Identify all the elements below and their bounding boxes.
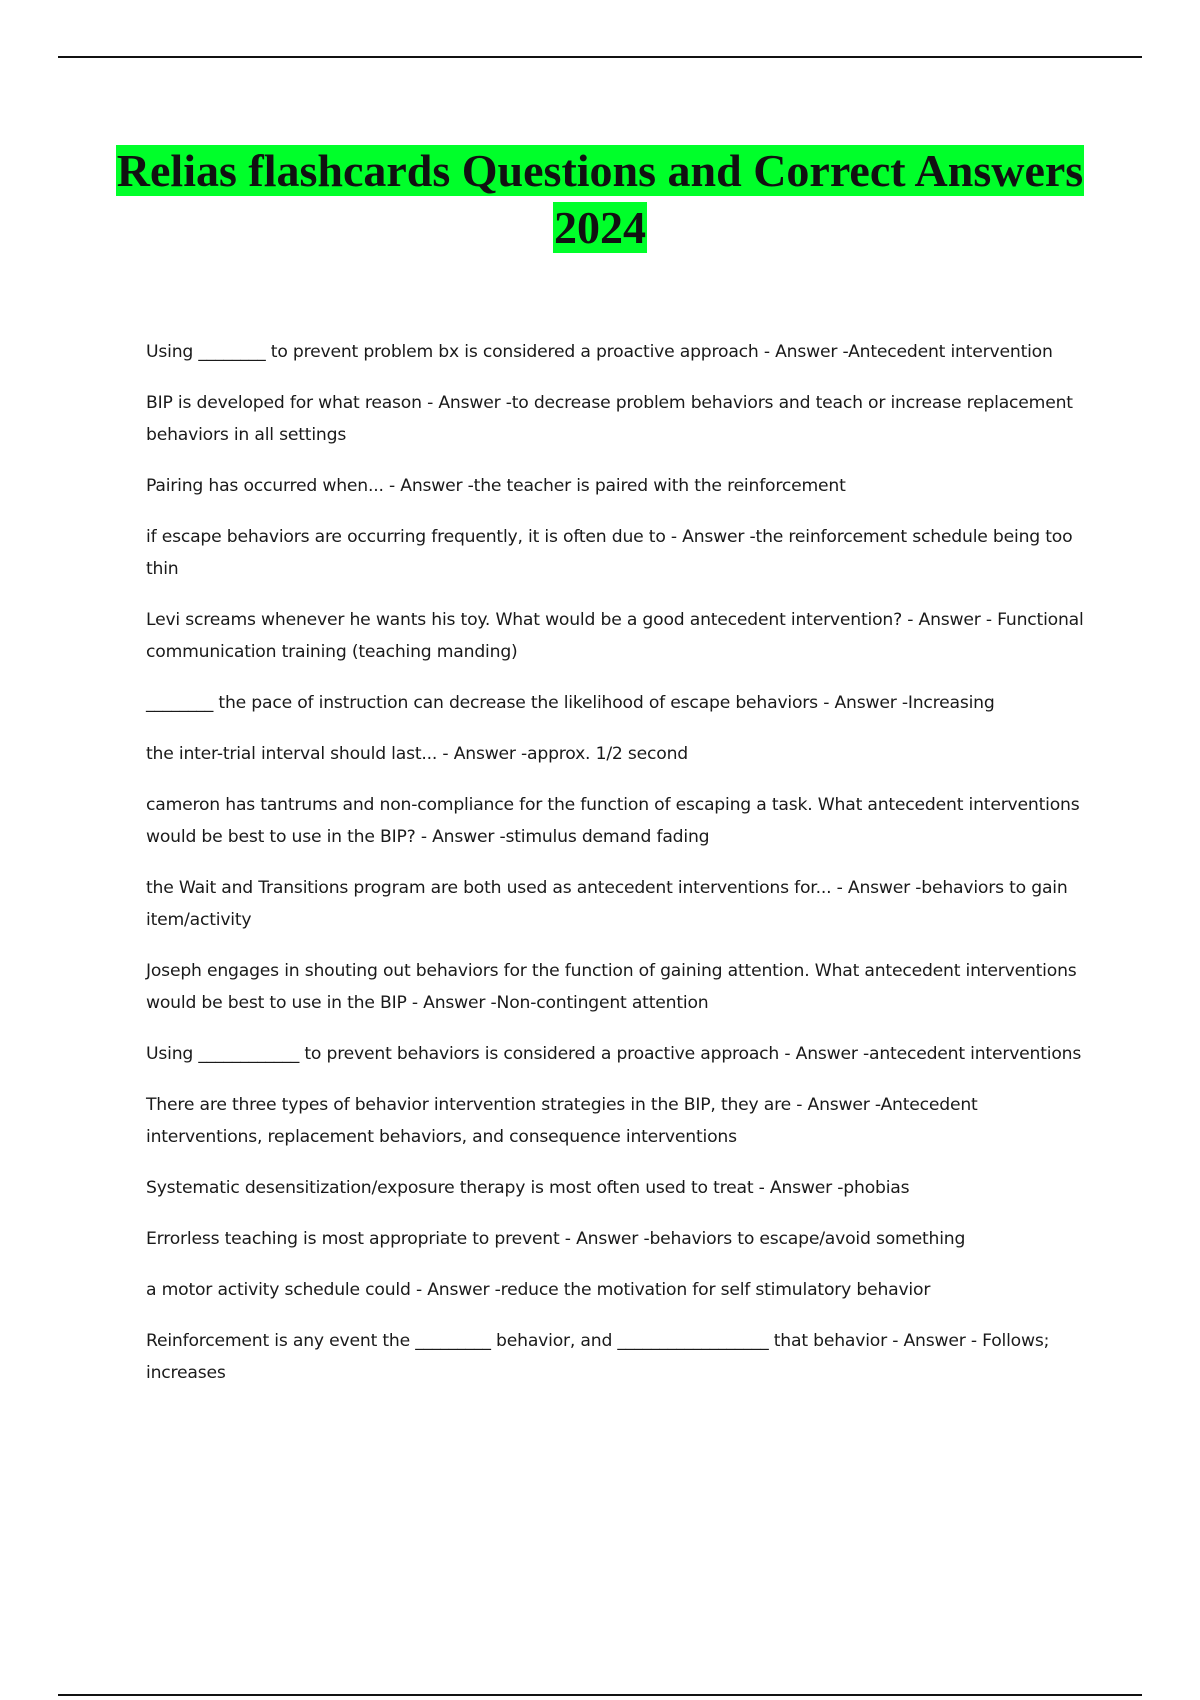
flashcard-item: BIP is developed for what reason - Answer -to decrease problem behaviors and teach or increase replacement behaviors in all settings [146, 393, 1073, 445]
flashcard-item: a motor activity schedule could - Answer -reduce the motivation for self stimulatory behavior [146, 1280, 931, 1300]
flashcard-item: cameron has tantrums and non-compliance for the function of escaping a task. What antecedent interventions would be best to use in the BIP? - Answer -stimulus demand fading [146, 795, 1080, 847]
flashcard-item: Reinforcement is any event the _________ behavior, and __________________ that behavior - Answer - Follows; increases [146, 1331, 1050, 1383]
flashcard-item: Errorless teaching is most appropriate to prevent - Answer -behaviors to escape/avoid something [146, 1229, 966, 1249]
flashcard-item: Using ________ to prevent problem bx is considered a proactive approach - Answer -Antecedent intervention [146, 342, 1053, 362]
flashcard-item: ________ the pace of instruction can decrease the likelihood of escape behaviors - Answer -Increasing [146, 693, 995, 713]
flashcard-item: There are three types of behavior intervention strategies in the BIP, they are - Answer -Antecedent interventions, replacement behaviors, and consequence interventions [146, 1095, 978, 1147]
flashcard-item: Using ____________ to prevent behaviors is considered a proactive approach - Answer -antecedent interventions [146, 1044, 1082, 1064]
flashcard-item: Levi screams whenever he wants his toy. What would be a good antecedent intervention? - Answer - Functional communication training (teaching manding) [146, 610, 1084, 662]
flashcard-item: the inter-trial interval should last... - Answer -approx. 1/2 second [146, 744, 689, 764]
document-title: Relias flashcards Questions and Correct Answers 2024 [116, 145, 1084, 253]
flashcard-item: Systematic desensitization/exposure therapy is most often used to treat - Answer -phobias [146, 1178, 910, 1198]
flashcard-list [146, 336, 1092, 1408]
bottom-rule [58, 1694, 1142, 1696]
flashcard-item: the Wait and Transitions program are both used as antecedent interventions for... - Answer -behaviors to gain item/activity [146, 878, 1068, 930]
title-block [100, 142, 1100, 256]
flashcard-item: if escape behaviors are occurring frequently, it is often due to - Answer -the reinforcement schedule being too thin [146, 527, 1073, 579]
flashcard-item: Pairing has occurred when... - Answer -the teacher is paired with the reinforcement [146, 476, 846, 496]
top-rule [58, 56, 1142, 58]
flashcard-item: Joseph engages in shouting out behaviors for the function of gaining attention. What antecedent interventions would be best to use in the BIP - Answer -Non-contingent attention [146, 961, 1077, 1013]
